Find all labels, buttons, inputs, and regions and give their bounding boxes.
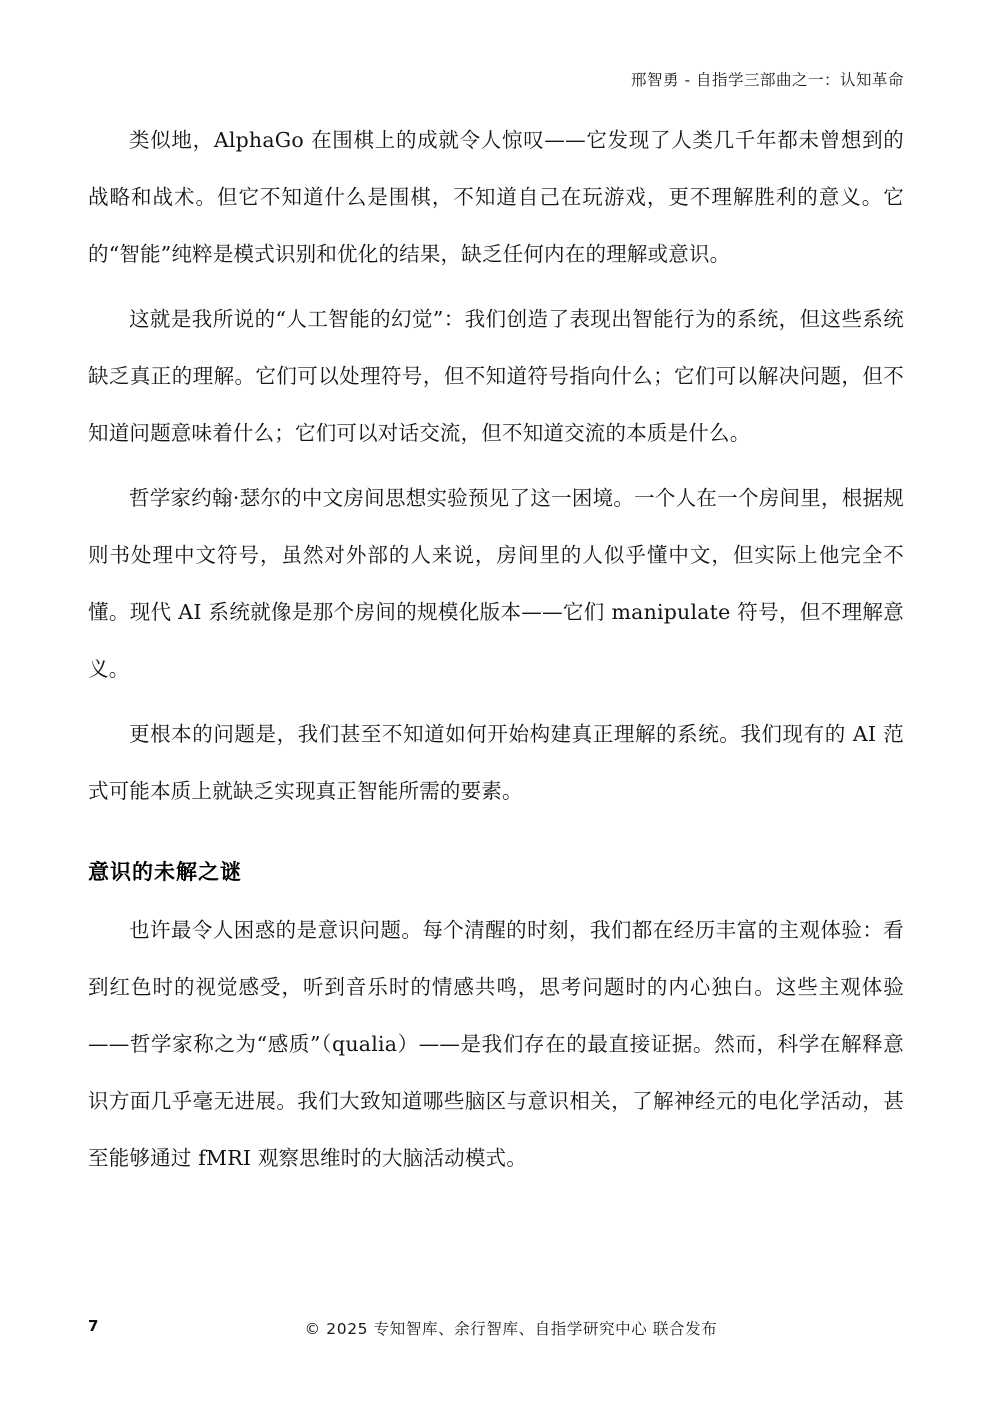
paragraph-2: 这就是我所说的“人工智能的幻觉”：我们创造了表现出智能行为的系统，但这些系统缺乏真正的理解。它们可以处理符号，但不知道符号指向什么；它们可以解决问题，但不知道问题意味着什么；它们可以对话交流，但不知道交流的本质是什么。 bbox=[88, 307, 904, 445]
paragraph-5: 也许最令人困惑的是意识问题。每个清醒的时刻，我们都在经历丰富的主观体验：看到红色时的视觉感受，听到音乐时的情感共鸣，思考问题时的内心独白。这些主观体验——哲学家称之为“感质”（qualia）——是我们存在的最直接证据。然而，科学在解释意识方面几乎毫无进展。我们大致知道哪些脑区与意识相关，了解神经元的电化学活动，甚至能够通过 fMRI 观察思维时的大脑活动模式。 bbox=[88, 918, 904, 1170]
copyright-notice: © 2025 专知智库、余行智库、自指学研究中心 联合发布 bbox=[304, 1320, 718, 1338]
page-content bbox=[88, 112, 904, 1195]
paragraph-4: 更根本的问题是，我们甚至不知道如何开始构建真正理解的系统。我们现有的 AI 范式可能本质上就缺乏实现真正智能所需的要素。 bbox=[88, 722, 904, 803]
page-footer bbox=[88, 1317, 904, 1341]
page-header: 邢智勇 - 自指学三部曲之一：认知革命 bbox=[631, 71, 904, 89]
section-heading: 意识的未解之谜 bbox=[88, 860, 242, 884]
page-number: 7 bbox=[88, 1317, 99, 1335]
paragraph-3: 哲学家约翰·瑟尔的中文房间思想实验预见了这一困境。一个人在一个房间里，根据规则书处理中文符号，虽然对外部的人来说，房间里的人似乎懂中文，但实际上他完全不懂。现代 AI 系统就像是那个房间的规模化版本——它们 manipulate 符号，但不理解意义。 bbox=[88, 486, 904, 681]
paragraph-1: 类似地，AlphaGo 在围棋上的成就令人惊叹——它发现了人类几千年都未曾想到的战略和战术。但它不知道什么是围棋，不知道自己在玩游戏，更不理解胜利的意义。它的“智能”纯粹是模式识别和优化的结果，缺乏任何内在的理解或意识。 bbox=[88, 128, 904, 266]
